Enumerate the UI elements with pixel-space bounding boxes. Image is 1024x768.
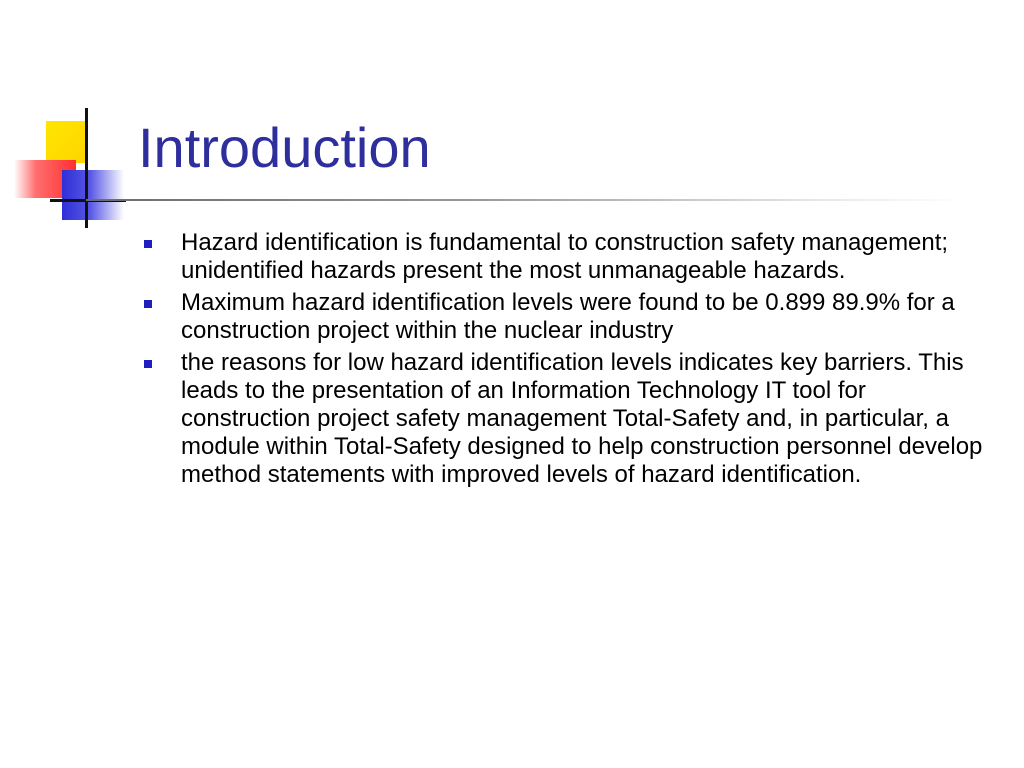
square-bullet-icon bbox=[144, 360, 152, 368]
bullet-text: the reasons for low hazard identification levels indicates key barriers. This leads to the presentation of an Information Technology IT tool for construction project safety management Total-Safety and, in particular, a module within Total-Safety designed to help construction personnel develop method statements with improved levels of hazard identification. bbox=[181, 349, 983, 488]
decorative-vertical-line bbox=[85, 108, 88, 228]
bullet-list bbox=[141, 229, 991, 493]
square-bullet-icon bbox=[144, 240, 152, 248]
bullet-text: Maximum hazard identification levels were found to be 0.899 89.9% for a construction project within the nuclear industry bbox=[181, 289, 955, 344]
square-bullet-icon bbox=[144, 300, 152, 308]
decorative-yellow-square bbox=[46, 121, 86, 163]
slide-title: Introduction bbox=[138, 116, 431, 179]
bullet-text: Hazard identification is fundamental to construction safety management; unidentified hazards present the most unmanageable hazards. bbox=[181, 229, 949, 284]
bullet-item bbox=[141, 289, 991, 345]
bullet-item bbox=[141, 349, 991, 489]
bullet-item bbox=[141, 229, 991, 285]
decorative-blue-block bbox=[62, 170, 124, 220]
title-underline bbox=[86, 199, 966, 201]
